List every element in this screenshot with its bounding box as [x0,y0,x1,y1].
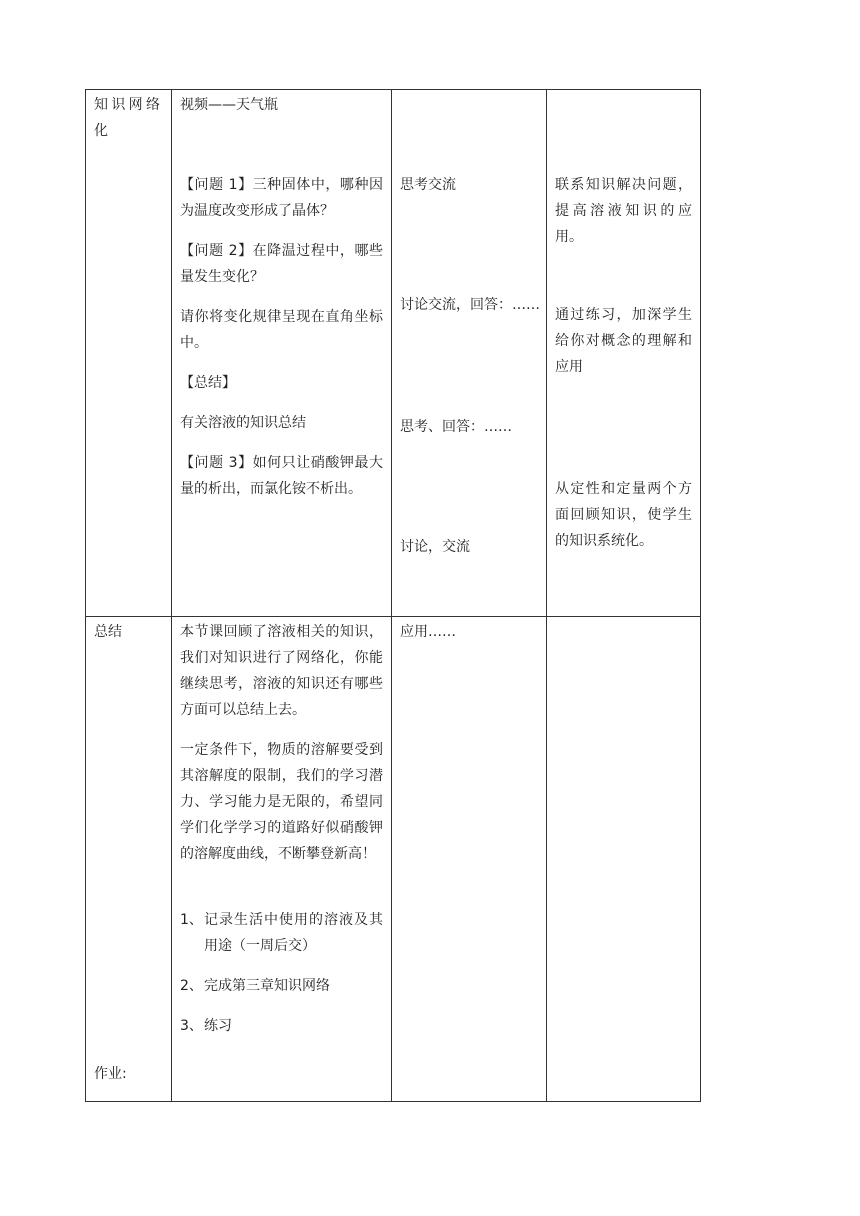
question-1: 【问题 1】三种固体中，哪种因为温度改变形成了晶体？ [180,177,383,219]
homework-item-text: 记录生活中使用的溶液及其用途（一周后交） [204,912,383,954]
table-row [86,617,701,1102]
student-activity-3: 思考、回答：…… [400,419,512,435]
design-purpose-cell [547,617,701,1102]
question-2: 【问题 2】在降温过程中，哪些量发生变化？ [180,243,383,285]
purpose-1: 联系知识解决问题，提高溶液知识的应用。 [555,177,692,245]
video-title: 视频——天气瓶 [180,97,278,113]
homework-item-1 [180,907,383,959]
homework-item-3 [180,1013,383,1039]
purpose-2: 通过练习，加深学生给你对概念的理解和应用 [555,307,692,375]
question-3: 【问题 3】如何只让硝酸钾最大量的析出，而氯化铵不析出。 [180,455,383,497]
homework-item-number: 3、 [180,1018,203,1034]
section-cell [86,617,172,1102]
purpose-3: 从定性和定量两个方面回顾知识，使学生的知识系统化。 [555,481,692,549]
design-purpose-cell [547,90,701,617]
summary-text: 有关溶液的知识总结 [180,415,306,431]
student-activity-2: 讨论交流，回答：…… [400,297,540,313]
homework-item-text: 完成第三章知识网络 [204,978,330,994]
homework-item-number: 1、 [180,912,203,928]
student-activity-4: 讨论，交流 [400,539,470,555]
summary-paragraph-1: 本节课回顾了溶液相关的知识，我们对知识进行了网络化，你能继续思考，溶液的知识还有哪些方面可以总结上去。 [180,624,383,718]
student-activity-cell [392,90,547,617]
summary-label: 【总结】 [180,375,236,391]
summary-paragraph-2: 一定条件下，物质的溶解要受到其溶解度的限制，我们的学习潜力、学习能力是无限的，希望同学们化学学习的道路好似硝酸钾的溶解度曲线，不断攀登新高！ [180,742,383,862]
homework-item-number: 2、 [180,978,203,994]
student-activity-1: 思考交流 [400,177,456,193]
student-activity-cell [392,617,547,1102]
student-activity-1: 应用…… [400,624,456,640]
section-label: 总结 [94,624,122,640]
teacher-activity-cell [172,617,392,1102]
table-row [86,90,701,617]
section-cell [86,90,172,617]
teacher-activity-cell [172,90,392,617]
homework-item-2 [180,973,383,999]
homework-item-text: 练习 [204,1018,232,1034]
homework-label: 作业: [94,1066,127,1082]
lesson-plan-table [85,89,701,1102]
instruction-text: 请你将变化规律呈现在直角坐标中。 [180,309,383,351]
section-label: 知识网络化 [94,97,163,139]
